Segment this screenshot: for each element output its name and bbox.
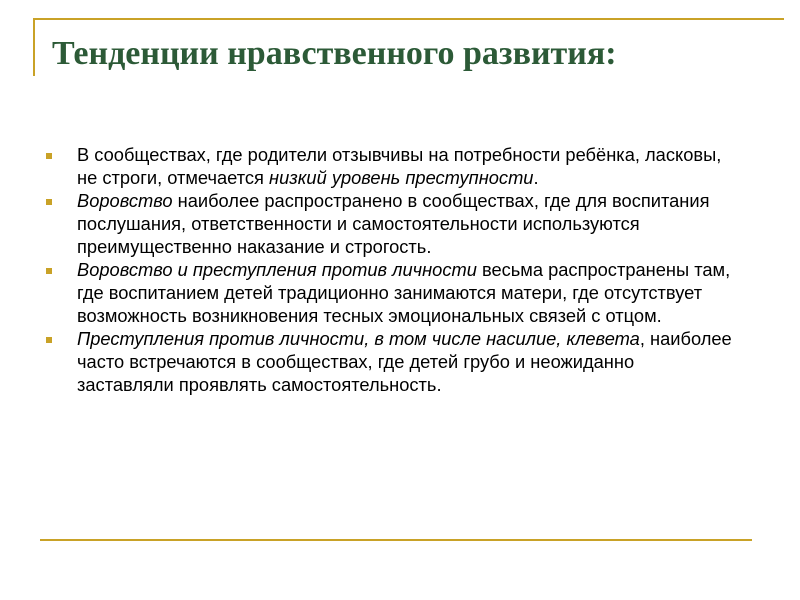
bullet-text-part: . <box>533 167 539 188</box>
bullet-item-4 <box>42 327 732 396</box>
bullet-list <box>42 143 732 396</box>
bullet-text-part: В сообществах, где родители отзывчивы на потребности ребёнка, ласковы, не строги, отмечается <box>77 144 722 188</box>
square-bullet-icon <box>46 337 52 343</box>
bullet-text-part: , наиболее часто встречаются в сообществах, где детей грубо и неожиданно заставляли проявлять самостоятельность. <box>77 328 732 395</box>
left-divider <box>33 18 35 76</box>
bullet-item-3 <box>42 258 732 327</box>
bullet-text-italic: Преступления против личности, в том числе насилие, клевета <box>77 328 640 349</box>
square-bullet-icon <box>46 153 52 159</box>
bullet-item-1 <box>42 143 732 189</box>
bottom-divider <box>40 539 752 541</box>
bullet-text-italic: низкий уровень преступности <box>269 167 534 188</box>
square-bullet-icon <box>46 268 52 274</box>
top-divider <box>34 18 784 20</box>
bullet-text-part: наиболее распространено в сообществах, где для воспитания послушания, ответственности и самостоятельности используются преимущественно наказание и строгость. <box>77 190 710 257</box>
square-bullet-icon <box>46 199 52 205</box>
slide-title: Тенденции нравственного развития: <box>52 35 617 72</box>
bullet-item-2 <box>42 189 732 258</box>
bullet-text-italic: Воровство <box>77 190 173 211</box>
bullet-text-italic: Воровство и преступления против личности <box>77 259 477 280</box>
bullet-text-part: весьма распространены там, где воспитанием детей традиционно занимаются матери, где отсутствует возможность возникновения тесных эмоциональных связей с отцом. <box>77 259 731 326</box>
